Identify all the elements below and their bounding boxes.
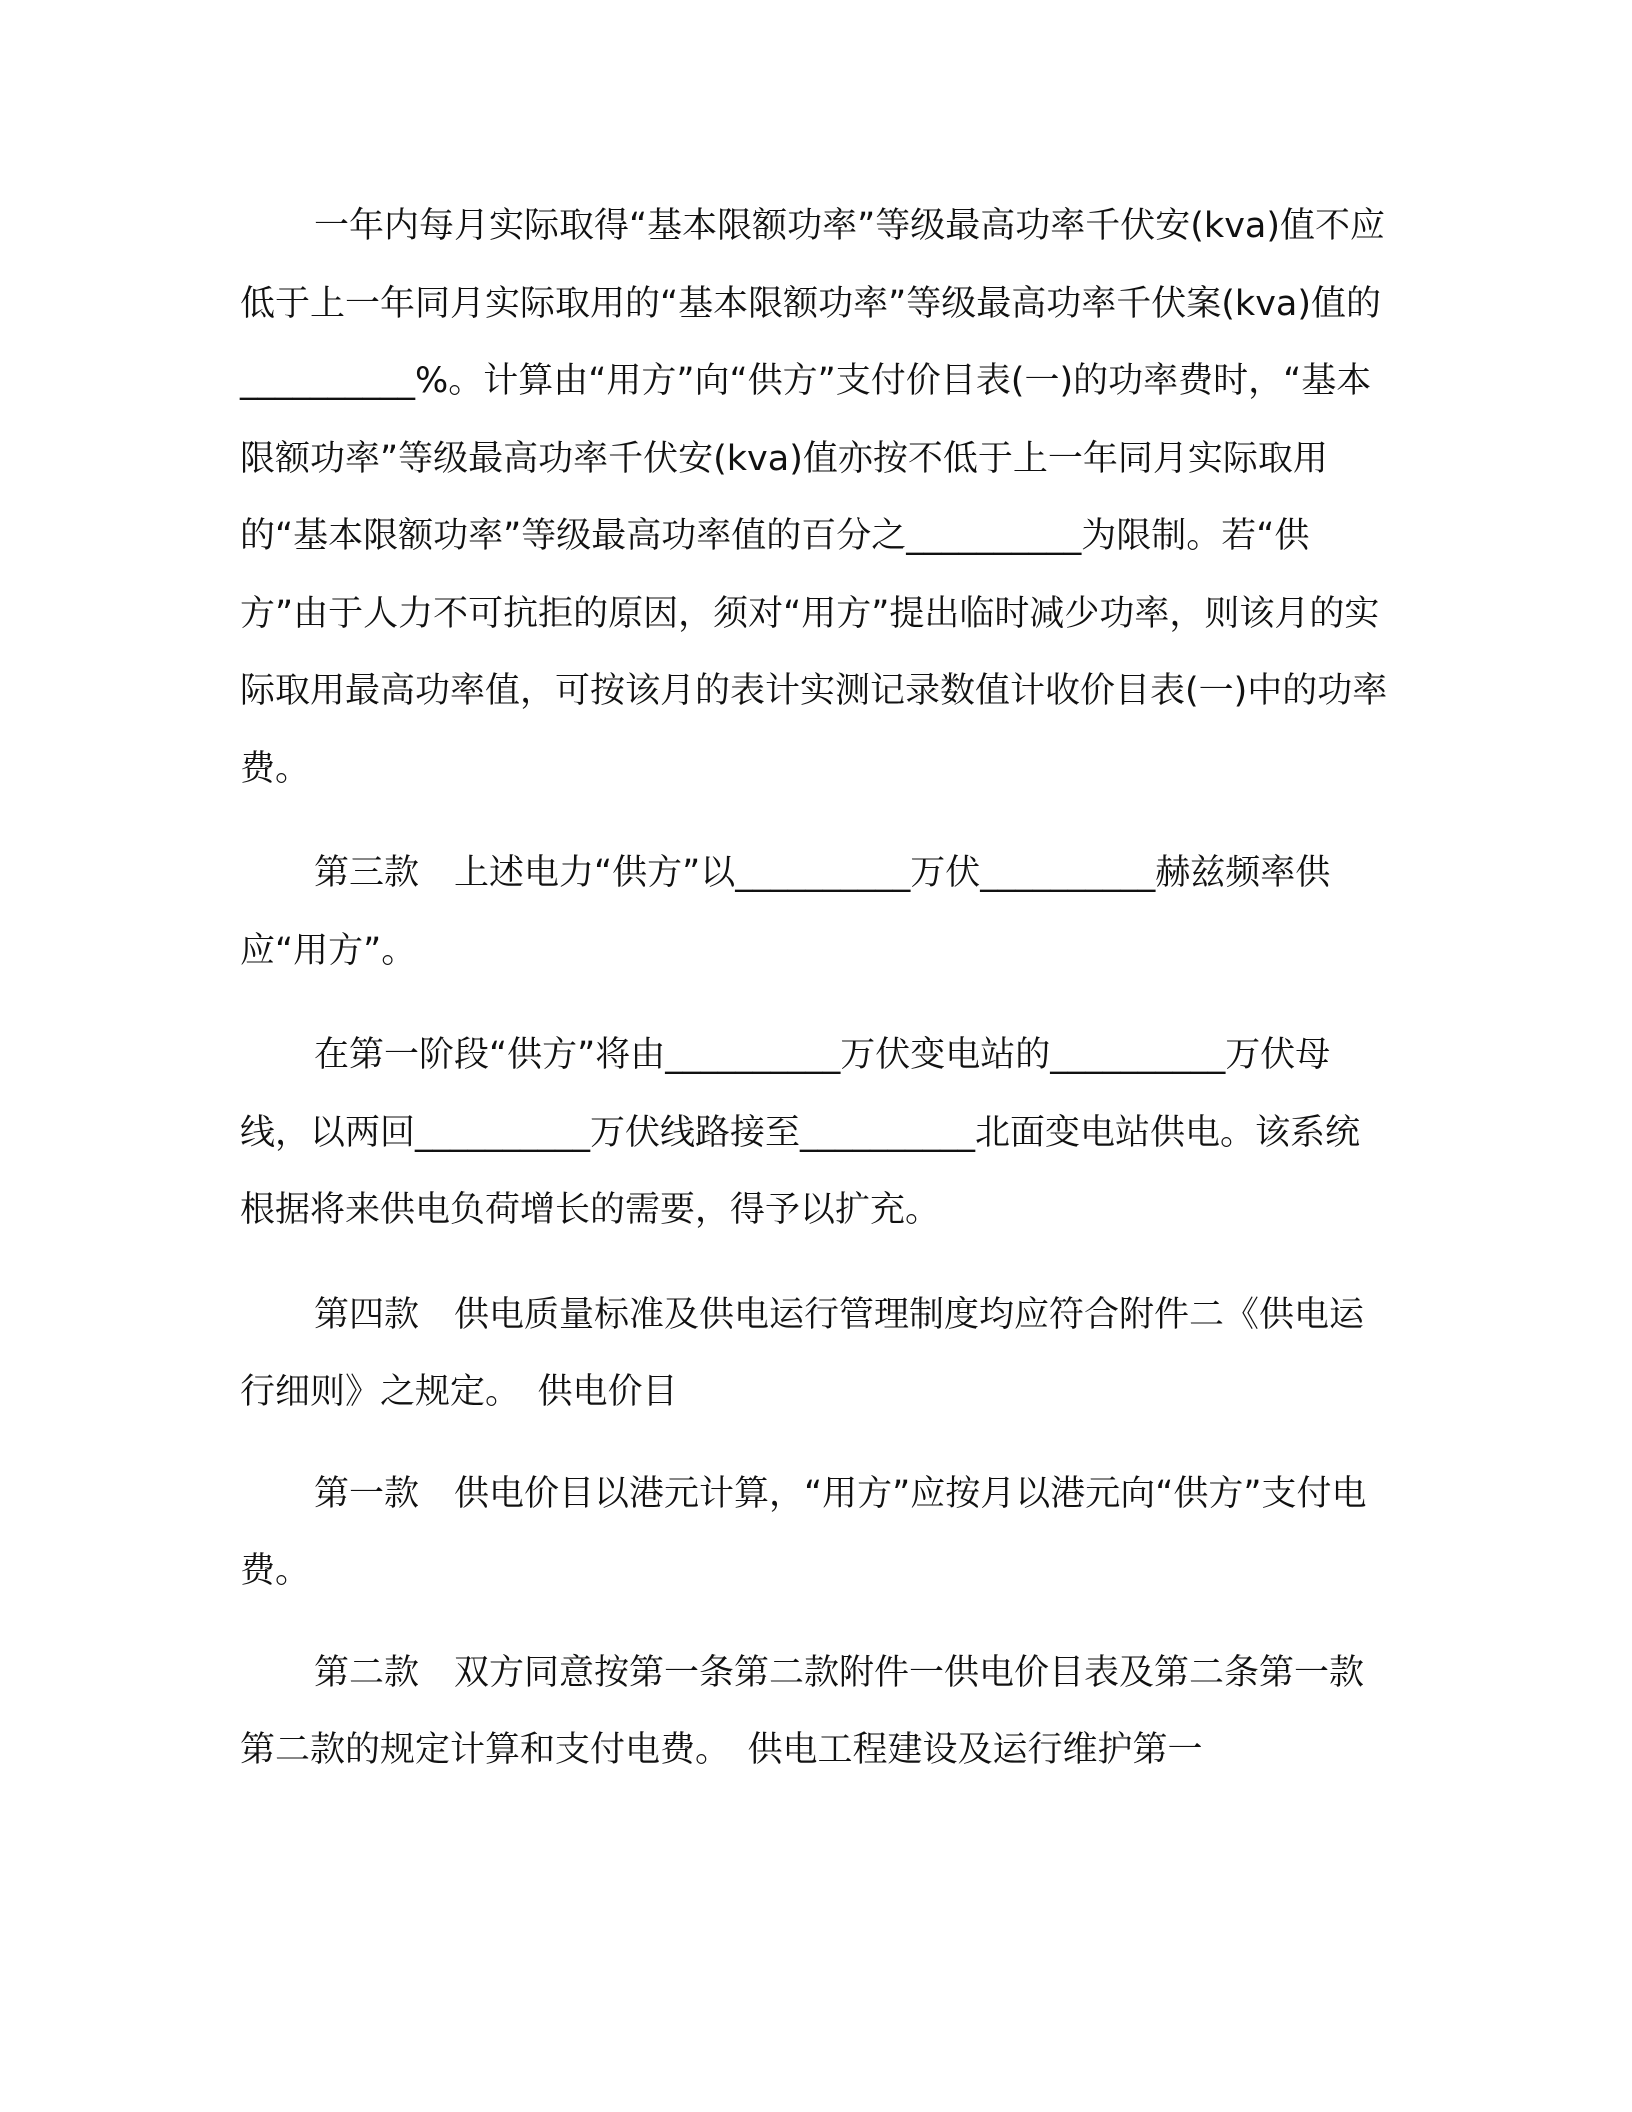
document-page (240, 188, 1392, 1790)
paragraph-clause-3: 第三款 上述电力“供方”以__________万伏__________赫兹频率供应“用方”。 (240, 853, 1331, 971)
paragraph-pricing-clause-2: 第二款 双方同意按第一条第二款附件一供电价目表及第二条第一款第二款的规定计算和支付电费。 供电工程建设及运行维护第一 (240, 1652, 1365, 1770)
paragraph-first-stage: 在第一阶段“供方”将由__________万伏变电站的__________万伏母线，以两回__________万伏线路接至__________北面变电站供电。该系统根据将来供电负荷增长的需要，得予以扩充。 (240, 1035, 1361, 1230)
paragraph-pricing-clause-1: 第一款 供电价目以港元计算，“用方”应按月以港元向“供方”支付电费。 (240, 1473, 1367, 1591)
paragraph-clause-4: 第四款 供电质量标准及供电运行管理制度均应符合附件二《供电运行细则》之规定。 供电价目 (240, 1294, 1365, 1412)
paragraph-power-limit: 一年内每月实际取得“基本限额功率”等级最高功率千伏安(kva)值不应低于上一年同月实际取用的“基本限额功率”等级最高功率千伏案(kva)值的__________%。计算由“用方”向“供方”支付价目表(一)的功率费时，“基本限额功率”等级最高功率千伏安(kva)值亦按不低于上一年同月实际取用的“基本限额功率”等级最高功率值的百分之__________为限制。若“供方”由于人力不可抗拒的原因，须对“用方”提出临时减少功率，则该月的实际取用最高功率值，可按该月的表计实测记录数值计收价目表(一)中的功率费。 (240, 206, 1388, 789)
